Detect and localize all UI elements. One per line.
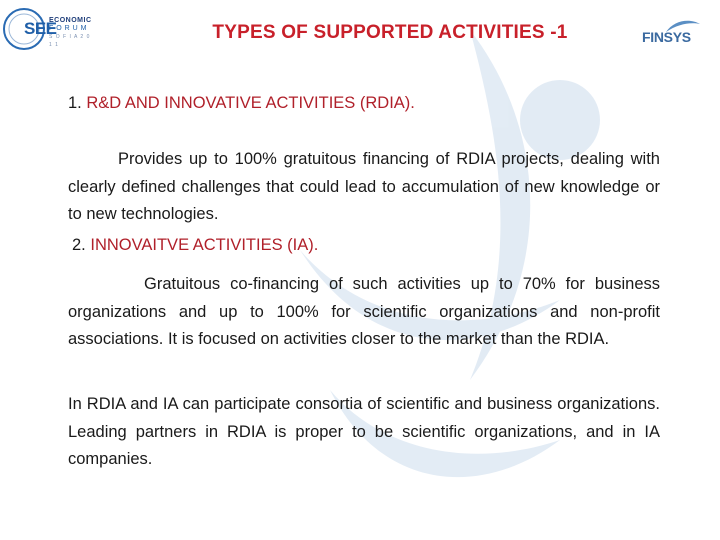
section-1-body: [68, 146, 660, 229]
section-1-heading: [68, 94, 415, 113]
section-1-number: 1.: [68, 94, 82, 112]
section-2-heading: [72, 236, 318, 255]
section-2-body: [68, 271, 660, 354]
section-1-label: R&D AND INNOVATIVE ACTIVITIES (RDIA).: [86, 94, 415, 112]
see-economic-forum-logo: [2, 2, 92, 54]
logo-forum-text: F O R U M: [49, 25, 87, 32]
logo-sofia-text: S O F I A 2 0 1 1: [49, 34, 91, 48]
slide-title: TYPES OF SUPPORTED ACTIVITIES -1: [212, 22, 568, 43]
section-2-label: INNOVAITVE ACTIVITIES (IA).: [90, 236, 319, 254]
section-1-text: Provides up to 100% gratuitous financing of RDIA projects, dealing with clearly defined challenges that could lead to accumulation of new knowledge or to new technologies.: [68, 150, 660, 223]
section-2-number: 2.: [72, 236, 86, 254]
closing-text: In RDIA and IA can participate consortia of scientific and business organizations. Leading partners in RDIA is proper to be scientific organizations, and in IA companies.: [68, 395, 660, 468]
finsys-logo: [642, 18, 702, 46]
logo-see-text: SEE: [24, 19, 57, 38]
section-2-text: Gratuitous co-financing of such activities up to 70% for business organizations and up to 100% for scientific organizations and non-profit associations. It is focused on activities closer to the market than the RDIA.: [68, 275, 660, 348]
finsys-name: FINSYS: [642, 29, 691, 45]
logo-economic-text: ECONOMIC: [49, 17, 92, 24]
closing-body: [68, 391, 660, 474]
